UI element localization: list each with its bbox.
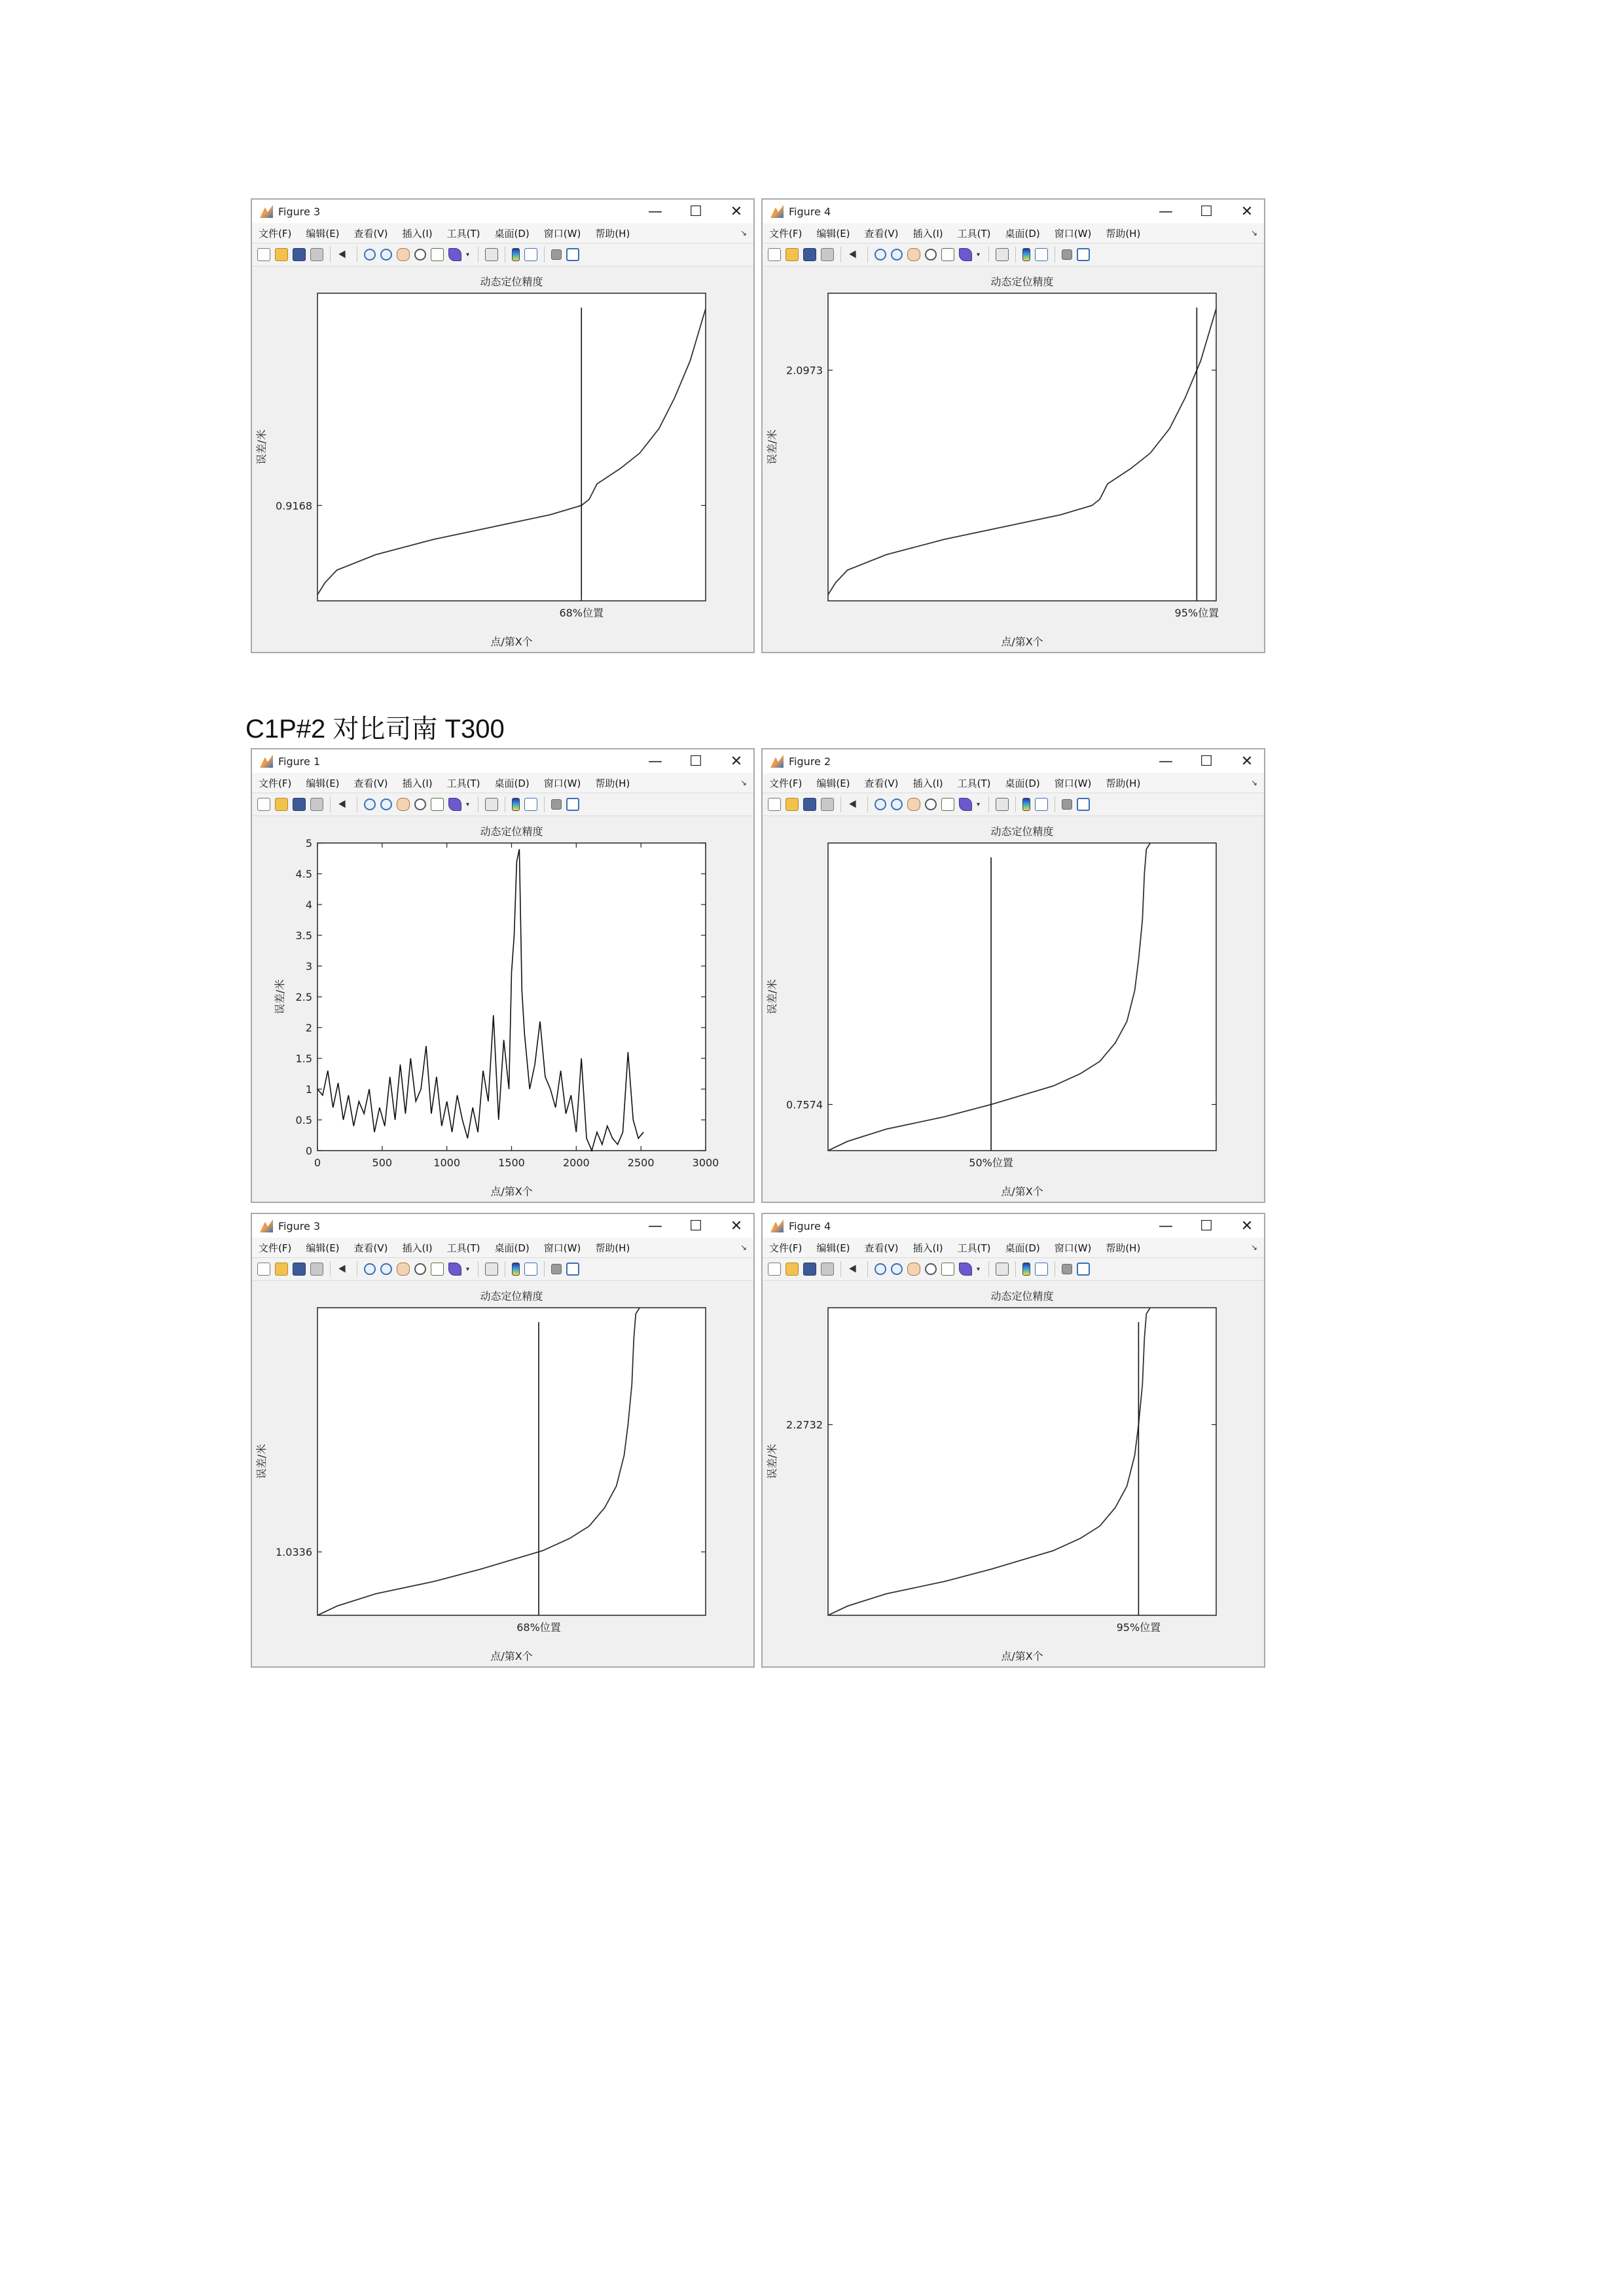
zoom-out-icon[interactable] [891,1263,903,1275]
figure-toolbar [252,793,753,816]
brush-dropdown-icon[interactable]: ▾ [466,800,470,808]
x-tick-label: 500 [372,1157,393,1169]
chart-svg [763,1280,1264,1666]
menu-overflow-icon[interactable]: ↘ [740,1243,747,1252]
matlab-logo-icon [260,205,273,218]
close-button[interactable]: ✕ [730,203,743,220]
maximize-button[interactable]: ☐ [689,1217,702,1234]
minimize-button[interactable]: — [1159,203,1173,220]
link-plot-icon[interactable] [485,248,498,261]
hide-tools-icon[interactable] [551,799,562,810]
link-plot-icon[interactable] [996,248,1009,261]
menu-item[interactable]: 桌面(D) [1005,777,1040,789]
open-file-icon[interactable] [785,248,799,261]
zoom-out-icon[interactable] [891,798,903,810]
minimize-button[interactable]: — [1159,753,1173,770]
toolbar-separator [330,1261,331,1277]
hide-tools-icon[interactable] [551,1264,562,1274]
zoom-out-icon[interactable] [380,249,392,260]
menu-item[interactable]: 帮助(H) [1106,1242,1141,1254]
chart-title: 动态定位精度 [480,276,543,288]
zoom-in-icon[interactable] [875,798,886,810]
y-tick-label: 5 [305,837,312,850]
rotate-3d-icon[interactable] [925,249,937,260]
legend-icon[interactable] [1035,248,1048,261]
menu-item[interactable]: 插入(I) [402,777,433,789]
edit-plot-arrow-icon[interactable] [337,248,350,261]
menu-item[interactable]: 窗口(W) [543,777,581,789]
menu-item[interactable]: 文件(F) [259,227,292,240]
legend-icon[interactable] [524,1263,537,1276]
y-tick-label: 1 [305,1083,312,1096]
link-plot-icon[interactable] [485,1263,498,1276]
data-cursor-icon[interactable] [431,248,444,261]
x-axis-label: 点/第X个 [1001,1185,1043,1198]
menu-overflow-icon[interactable]: ↘ [740,228,747,238]
menu-item[interactable]: 文件(F) [769,227,803,240]
colorbar-icon[interactable] [1022,248,1030,261]
link-plot-icon[interactable] [996,798,1009,811]
minimize-button[interactable]: — [1159,1217,1173,1234]
pan-hand-icon[interactable] [907,798,920,811]
menu-overflow-icon[interactable]: ↘ [1250,778,1257,787]
plot-area [763,816,1264,1202]
brush-icon[interactable] [448,798,461,811]
brush-dropdown-icon[interactable]: ▾ [977,1265,981,1273]
y-tick-label: 0.5 [295,1114,312,1126]
title-bar[interactable] [763,749,1264,773]
y-axis-label: 误差/米 [255,1444,268,1479]
axes-box [317,1308,706,1615]
figure-toolbar [763,1257,1264,1281]
menu-item[interactable]: 桌面(D) [494,777,530,789]
print-icon[interactable] [310,248,323,261]
print-icon[interactable] [821,248,834,261]
data-cursor-icon[interactable] [941,1263,954,1276]
link-plot-icon[interactable] [485,798,498,811]
maximize-button[interactable]: ☐ [1200,203,1213,220]
chart-svg [252,266,753,652]
rotate-3d-icon[interactable] [414,249,426,260]
maximize-button[interactable]: ☐ [1200,1217,1213,1234]
menu-item[interactable]: 桌面(D) [1005,1242,1040,1254]
x-axis-label: 点/第X个 [490,1650,533,1662]
toolbar-separator [988,1261,989,1277]
colorbar-icon[interactable] [512,1263,520,1276]
menu-item[interactable]: 查看(V) [864,227,899,240]
title-bar[interactable] [763,1214,1264,1238]
new-figure-icon[interactable] [257,248,270,261]
data-cursor-icon[interactable] [941,798,954,811]
menu-item[interactable]: 帮助(H) [595,227,630,240]
menu-item[interactable]: 插入(I) [912,227,943,240]
window-controls [1157,749,1256,773]
plot-area [252,1280,753,1666]
open-file-icon[interactable] [275,1263,288,1276]
pan-hand-icon[interactable] [397,1263,410,1276]
menu-item[interactable]: 编辑(E) [816,1242,850,1254]
toolbar-separator [988,797,989,812]
menu-item[interactable]: 插入(I) [912,777,943,789]
pan-hand-icon[interactable] [397,798,410,811]
y-axis-label: 误差/米 [766,429,778,465]
toolbar-separator [544,1261,545,1277]
open-file-icon[interactable] [275,798,288,811]
menu-overflow-icon[interactable]: ↘ [1250,1243,1257,1252]
save-icon[interactable] [293,1263,306,1276]
menu-bar [252,223,753,243]
chart-svg [252,816,753,1202]
chart-title: 动态定位精度 [990,825,1054,838]
close-button[interactable]: ✕ [1240,753,1254,770]
open-file-icon[interactable] [785,1263,799,1276]
title-bar[interactable] [763,200,1264,223]
x-tick-label: 2000 [562,1157,590,1169]
menu-item[interactable]: 窗口(W) [1054,1242,1092,1254]
new-figure-icon[interactable] [768,248,781,261]
menu-item[interactable]: 桌面(D) [494,1242,530,1254]
menu-item[interactable]: 文件(F) [259,1242,292,1254]
menu-item[interactable]: 帮助(H) [1106,777,1141,789]
matlab-logo-icon [770,1219,784,1232]
zoom-in-icon[interactable] [364,1263,376,1275]
figure-toolbar [252,243,753,266]
pan-hand-icon[interactable] [907,248,920,261]
window-title: Figure 4 [789,205,831,218]
legend-icon[interactable] [1035,1263,1048,1276]
x-tick-label: 1000 [433,1157,461,1169]
figure-window-5[interactable] [251,1213,755,1668]
matlab-logo-icon [770,205,784,218]
rotate-3d-icon[interactable] [925,798,937,810]
chart-title: 动态定位精度 [480,1290,543,1302]
close-button[interactable]: ✕ [730,753,743,770]
menu-item[interactable]: 插入(I) [402,1242,433,1254]
menu-bar [763,1238,1264,1257]
y-tick-label: 0.9168 [276,499,312,512]
window-title: Figure 4 [789,1219,831,1232]
x-tick-label: 50%位置 [969,1157,1013,1169]
figure-toolbar [763,243,1264,266]
print-icon[interactable] [821,1263,834,1276]
y-tick-label: 4.5 [295,868,312,880]
edit-plot-arrow-icon[interactable] [848,1263,861,1276]
new-figure-icon[interactable] [257,798,270,811]
chart-title: 动态定位精度 [990,276,1054,288]
menu-item[interactable]: 插入(I) [912,1242,943,1254]
maximize-button[interactable]: ☐ [689,753,702,770]
plot-area [763,266,1264,652]
colorbar-icon[interactable] [1022,798,1030,811]
title-bar[interactable] [252,1214,753,1238]
window-title: Figure 3 [278,205,321,218]
save-icon[interactable] [803,798,816,811]
menu-item[interactable]: 查看(V) [353,227,388,240]
brush-icon[interactable] [959,248,972,261]
y-axis-label: 误差/米 [274,979,286,1014]
toolbar-separator [544,797,545,812]
x-tick-label: 68%位置 [516,1621,561,1634]
y-tick-label: 2.2732 [786,1418,823,1431]
chart-svg [763,266,1264,652]
figure-toolbar [763,793,1264,816]
close-button[interactable]: ✕ [730,1217,743,1234]
edit-plot-arrow-icon[interactable] [848,798,861,811]
colorbar-icon[interactable] [1022,1263,1030,1276]
brush-icon[interactable] [959,798,972,811]
menu-overflow-icon[interactable]: ↘ [740,778,747,787]
menu-item[interactable]: 工具(T) [446,777,480,789]
toolbar-separator [1015,1261,1016,1277]
menu-item[interactable]: 窗口(W) [1054,777,1092,789]
dock-icon[interactable] [566,1263,579,1276]
toolbar-separator [988,247,989,262]
window-controls [646,749,746,773]
rotate-3d-icon[interactable] [925,1263,937,1275]
rotate-3d-icon[interactable] [414,1263,426,1275]
plot-area [252,266,753,652]
axes-box [317,843,706,1151]
window-controls [646,1214,746,1238]
menu-item[interactable]: 窗口(W) [543,227,581,240]
new-figure-icon[interactable] [768,1263,781,1276]
plot-area [763,1280,1264,1666]
x-axis-label: 点/第X个 [490,1185,533,1198]
edit-plot-arrow-icon[interactable] [337,798,350,811]
minimize-button[interactable]: — [648,203,662,220]
toolbar-separator [867,247,868,262]
new-figure-icon[interactable] [768,798,781,811]
y-tick-label: 0 [305,1145,312,1157]
brush-icon[interactable] [959,1263,972,1276]
figure-window-1[interactable] [251,198,755,653]
data-cursor-icon[interactable] [431,798,444,811]
x-axis-label: 点/第X个 [490,636,533,648]
axes-box [828,843,1216,1151]
figure-window-2[interactable] [761,198,1265,653]
toolbar-separator [1015,247,1016,262]
figure-window-4[interactable] [761,748,1265,1203]
menu-item[interactable]: 窗口(W) [1054,227,1092,240]
dock-icon[interactable] [1077,248,1090,261]
legend-icon[interactable] [524,798,537,811]
x-tick-label: 68%位置 [559,607,604,619]
brush-dropdown-icon[interactable]: ▾ [977,251,981,259]
new-figure-icon[interactable] [257,1263,270,1276]
y-axis-label: 误差/米 [766,979,778,1014]
x-axis-label: 点/第X个 [1001,1650,1043,1662]
y-tick-label: 2.0973 [786,364,823,377]
menu-item[interactable]: 工具(T) [957,777,991,789]
zoom-in-icon[interactable] [364,798,376,810]
toolbar-separator [1015,797,1016,812]
x-tick-label: 3000 [692,1157,719,1169]
menu-item[interactable]: 编辑(E) [816,777,850,789]
colorbar-icon[interactable] [512,798,520,811]
menu-item[interactable]: 查看(V) [353,777,388,789]
dock-icon[interactable] [1077,1263,1090,1276]
colorbar-icon[interactable] [512,248,520,261]
toolbar-separator [330,797,331,812]
y-tick-label: 1.0336 [276,1546,312,1559]
pan-hand-icon[interactable] [907,1263,920,1276]
menu-item[interactable]: 帮助(H) [595,777,630,789]
menu-item[interactable]: 查看(V) [353,1242,388,1254]
dock-icon[interactable] [566,798,579,811]
x-tick-label: 2500 [627,1157,655,1169]
window-title: Figure 2 [789,755,831,768]
data-cursor-icon[interactable] [431,1263,444,1276]
minimize-button[interactable]: — [648,753,662,770]
chart-svg [763,816,1264,1202]
menu-item[interactable]: 查看(V) [864,1242,899,1254]
zoom-out-icon[interactable] [891,249,903,260]
x-tick-label: 1500 [498,1157,525,1169]
figure-window-3[interactable] [251,748,755,1203]
menu-item[interactable]: 工具(T) [446,227,480,240]
menu-item[interactable]: 窗口(W) [543,1242,581,1254]
zoom-in-icon[interactable] [875,249,886,260]
zoom-out-icon[interactable] [380,1263,392,1275]
link-plot-icon[interactable] [996,1263,1009,1276]
save-icon[interactable] [803,248,816,261]
menu-item[interactable]: 编辑(E) [816,227,850,240]
minimize-button[interactable]: — [648,1217,662,1234]
print-icon[interactable] [310,798,323,811]
hide-tools-icon[interactable] [1062,799,1072,810]
y-tick-label: 2 [305,1022,312,1034]
brush-dropdown-icon[interactable]: ▾ [466,251,470,259]
zoom-out-icon[interactable] [380,798,392,810]
data-cursor-icon[interactable] [941,248,954,261]
y-tick-label: 2.5 [295,991,312,1003]
zoom-in-icon[interactable] [875,1263,886,1275]
menu-item[interactable]: 帮助(H) [595,1242,630,1254]
toolbar-separator [544,247,545,262]
menu-item[interactable]: 文件(F) [769,1242,803,1254]
legend-icon[interactable] [524,248,537,261]
close-button[interactable]: ✕ [1240,203,1254,220]
y-tick-label: 0.7574 [786,1098,823,1111]
title-bar[interactable] [252,200,753,223]
toolbar-separator [840,797,841,812]
edit-plot-arrow-icon[interactable] [848,248,861,261]
chart-title: 动态定位精度 [480,825,543,838]
chart-title: 动态定位精度 [990,1290,1054,1302]
y-tick-label: 3 [305,960,312,973]
toolbar-separator [867,797,868,812]
dock-icon[interactable] [1077,798,1090,811]
open-file-icon[interactable] [275,248,288,261]
menu-item[interactable]: 文件(F) [769,777,803,789]
figure-window-6[interactable] [761,1213,1265,1668]
title-bar[interactable] [252,749,753,773]
menu-bar [252,773,753,793]
brush-icon[interactable] [448,1263,461,1276]
menu-item[interactable]: 桌面(D) [494,227,530,240]
menu-item[interactable]: 工具(T) [957,227,991,240]
x-axis-label: 点/第X个 [1001,636,1043,648]
matlab-logo-icon [260,1219,273,1232]
hide-tools-icon[interactable] [551,249,562,260]
toolbar-separator [867,1261,868,1277]
print-icon[interactable] [821,798,834,811]
axes-box [828,1308,1216,1615]
menu-item[interactable]: 帮助(H) [1106,227,1141,240]
edit-plot-arrow-icon[interactable] [337,1263,350,1276]
pan-hand-icon[interactable] [397,248,410,261]
dock-icon[interactable] [566,248,579,261]
window-controls [646,200,746,223]
toolbar-separator [330,247,331,262]
menu-bar [252,1238,753,1257]
section-heading: C1P#2 对比司南 T300 [245,715,505,744]
zoom-in-icon[interactable] [364,249,376,260]
menu-item[interactable]: 工具(T) [446,1242,480,1254]
print-icon[interactable] [310,1263,323,1276]
menu-item[interactable]: 工具(T) [957,1242,991,1254]
menu-item[interactable]: 插入(I) [402,227,433,240]
figure-toolbar [252,1257,753,1281]
legend-icon[interactable] [1035,798,1048,811]
rotate-3d-icon[interactable] [414,798,426,810]
toolbar-separator [840,247,841,262]
window-controls [1157,1214,1256,1238]
matlab-logo-icon [260,755,273,768]
plot-area [252,816,753,1202]
menu-item[interactable]: 文件(F) [259,777,292,789]
toolbar-separator [840,1261,841,1277]
matlab-logo-icon [770,755,784,768]
close-button[interactable]: ✕ [1240,1217,1254,1234]
hide-tools-icon[interactable] [1062,249,1072,260]
menu-item[interactable]: 查看(V) [864,777,899,789]
menu-item[interactable]: 编辑(E) [306,777,340,789]
menu-item[interactable]: 编辑(E) [306,227,340,240]
window-title: Figure 1 [278,755,321,768]
window-title: Figure 3 [278,1219,321,1232]
brush-icon[interactable] [448,248,461,261]
menu-overflow-icon[interactable]: ↘ [1250,228,1257,238]
y-axis-label: 误差/米 [255,429,268,465]
x-tick-label: 95%位置 [1174,607,1219,619]
x-tick-label: 0 [314,1157,321,1169]
hide-tools-icon[interactable] [1062,1264,1072,1274]
save-icon[interactable] [293,248,306,261]
menu-bar [763,223,1264,243]
y-tick-label: 4 [305,899,312,911]
open-file-icon[interactable] [785,798,799,811]
brush-dropdown-icon[interactable]: ▾ [466,1265,470,1273]
chart-svg [252,1280,753,1666]
window-controls [1157,200,1256,223]
y-tick-label: 3.5 [295,929,312,942]
y-axis-label: 误差/米 [766,1444,778,1479]
y-tick-label: 1.5 [295,1052,312,1065]
maximize-button[interactable]: ☐ [1200,753,1213,770]
maximize-button[interactable]: ☐ [689,203,702,220]
menu-item[interactable]: 桌面(D) [1005,227,1040,240]
menu-bar [763,773,1264,793]
brush-dropdown-icon[interactable]: ▾ [977,800,981,808]
save-icon[interactable] [803,1263,816,1276]
menu-item[interactable]: 编辑(E) [306,1242,340,1254]
save-icon[interactable] [293,798,306,811]
x-tick-label: 95%位置 [1116,1621,1161,1634]
